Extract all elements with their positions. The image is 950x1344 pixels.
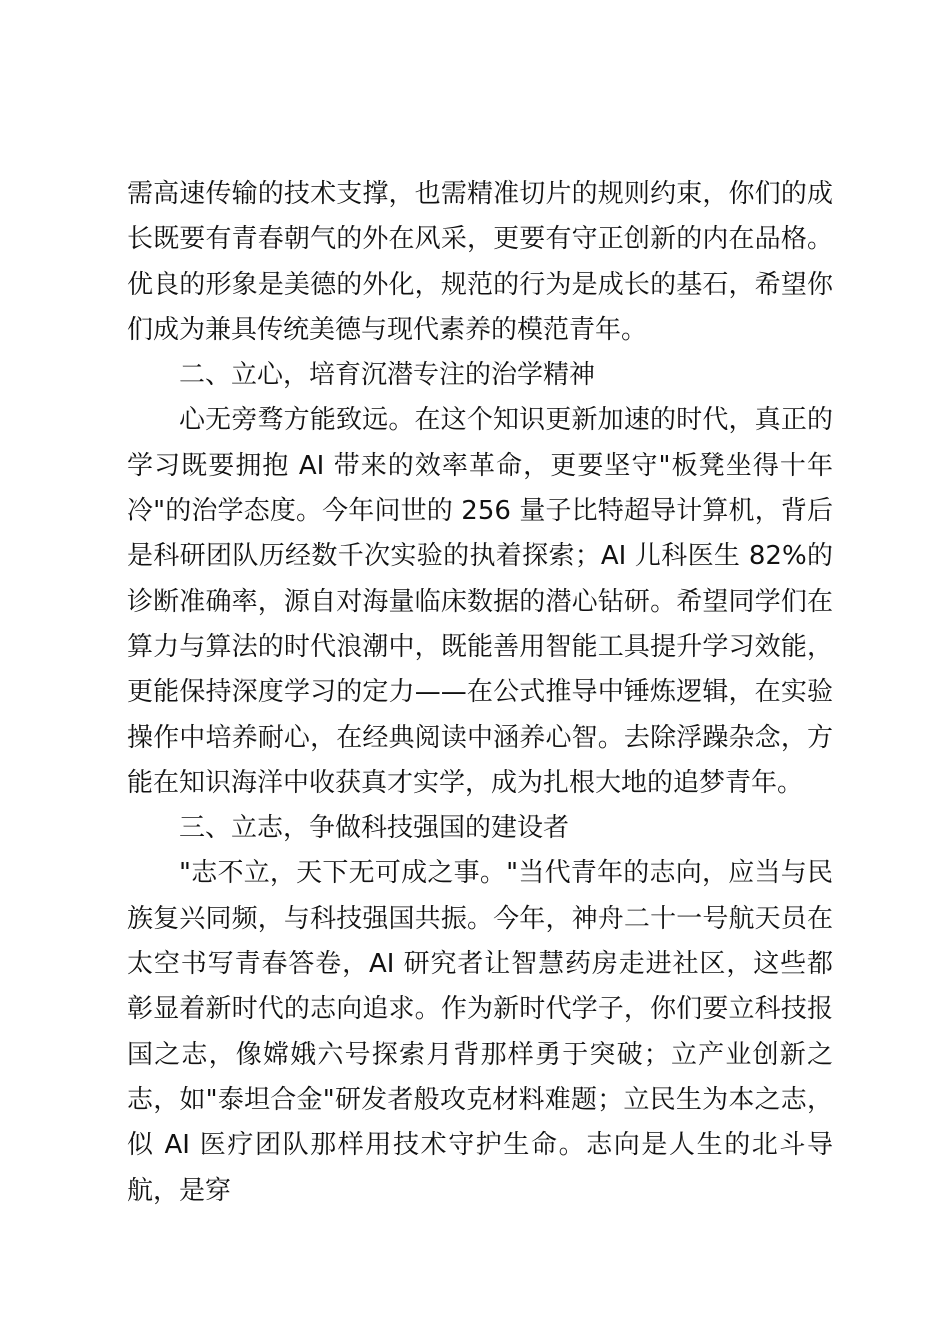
- section-heading-3: 三、立志，争做科技强国的建设者: [179, 813, 570, 844]
- paragraph-section-2: 心无旁骛方能致远。在这个知识更新加速的时代，真正的学习既要拥抱 AI 带来的效率革命，更要坚守"板凳坐得十年冷"的治学态度。今年问世的 256 量子比特超导计算机，背后是科研团队历经数千次实验的执着探索；AI 儿科医生 82%的诊断准确率，源自对海量临床数据的潜心钻研。希望同学们在算力与算法的时代浪潮中，既能善用智能工具提升学习效能，更能保持深度学习的定力——在公式推导中锤炼逻辑，在实验操作中培养耐心，在经典阅读中涵养心智。去除浮躁杂念，方能在知识海洋中收获真才实学，成为扎根大地的追梦青年。: [127, 405, 833, 798]
- section-heading-2: 二、立心，培育沉潜专注的治学精神: [179, 360, 596, 391]
- paragraph-section-3: "志不立，天下无可成之事。"当代青年的志向，应当与民族复兴同频，与科技强国共振。今年，神舟二十一号航天员在太空书写青春答卷，AI 研究者让智慧药房走进社区，这些都彰显着新时代的志向追求。作为新时代学子，你们要立科技报国之志，像嫦娥六号探索月背那样勇于突破；立产业创新之志，如"泰坦合金"研发者般攻克材料难题；立民生为本之志，似 AI 医疗团队那样用技术守护生命。志向是人生的北斗导航，是穿: [127, 858, 833, 1206]
- paragraph-continuation: 需高速传输的技术支撑，也需精准切片的规则约束，你们的成长既要有青春朝气的外在风采，更要有守正创新的内在品格。优良的形象是美德的外化，规范的行为是成长的基石，希望你们成为兼具传统美德与现代素养的模范青年。: [127, 179, 833, 345]
- document-body: [127, 172, 833, 1214]
